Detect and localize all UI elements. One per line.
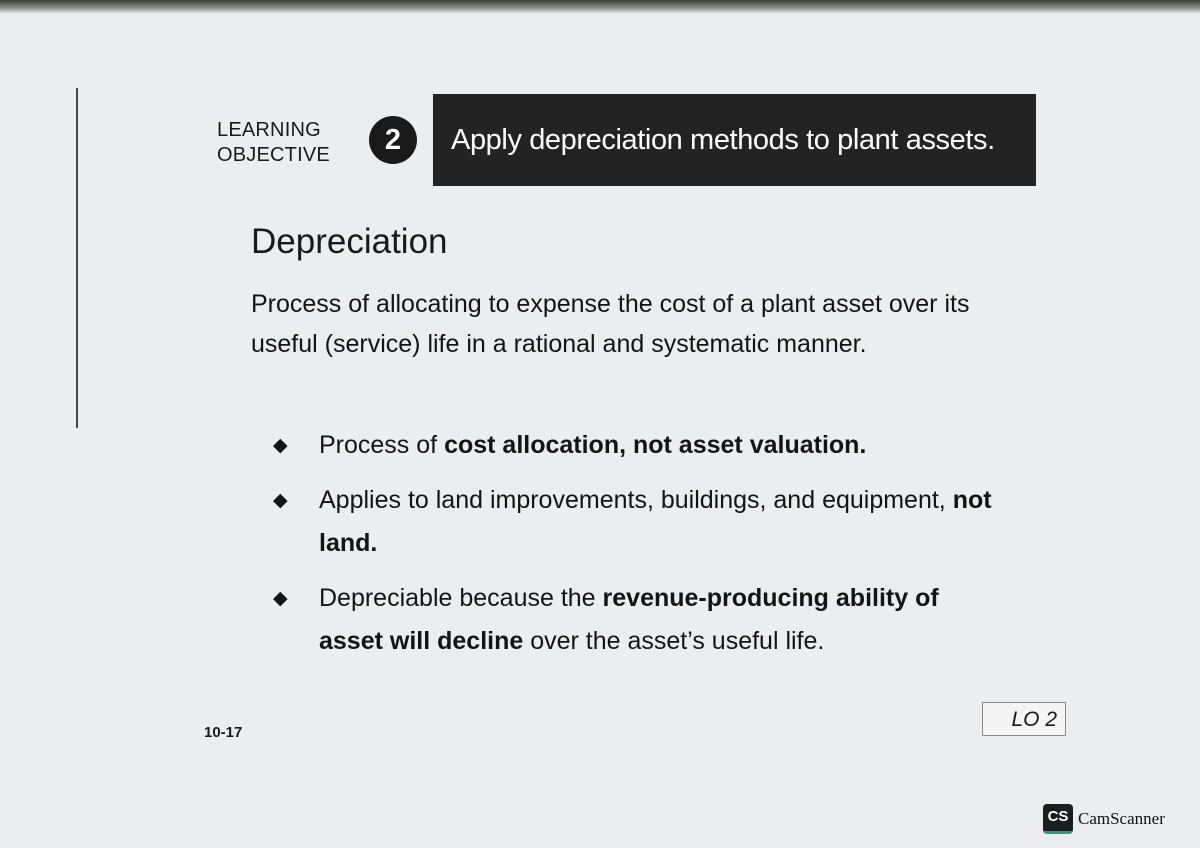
bullet-text-emphasis: not land. <box>319 486 992 557</box>
bullet-item <box>272 424 992 467</box>
slide-title: Depreciation <box>251 222 448 261</box>
camscanner-watermark <box>1043 803 1165 835</box>
learning-objective-banner: Apply depreciation methods to plant assets. <box>433 94 1036 186</box>
bullet-item <box>272 479 992 565</box>
camscanner-watermark-text: CamScanner <box>1078 809 1165 828</box>
lo-tag: LO 2 <box>982 702 1066 736</box>
bullet-text-part: over the asset’s useful life. <box>523 627 825 655</box>
slide-number: 10-17 <box>204 724 243 741</box>
diamond-bullet-icon: ◆ <box>273 435 288 456</box>
bullet-text-part: Applies to land improvements, buildings, and equipment, <box>319 486 953 514</box>
bullet-list <box>272 424 992 675</box>
diamond-bullet-icon: ◆ <box>273 490 288 511</box>
scan-page-edge <box>76 88 78 428</box>
diamond-bullet-icon: ◆ <box>273 588 288 609</box>
learning-objective-label-line2: OBJECTIVE <box>217 144 330 166</box>
definition-text: Process of allocating to expense the cost of a plant asset over its useful (service) life in a rational and systematic manner. <box>251 290 970 358</box>
learning-objective-label <box>217 118 330 168</box>
learning-objective-label-line1: LEARNING <box>217 119 321 141</box>
camscanner-logo-icon: CS <box>1043 804 1073 834</box>
bullet-text <box>319 424 992 467</box>
bullet-text <box>319 577 992 663</box>
bullet-text-part: Depreciable because the <box>319 584 603 612</box>
bullet-item <box>272 577 992 663</box>
scan-top-shadow <box>0 0 1200 14</box>
bullet-text-emphasis: cost allocation, not asset valuation. <box>444 431 867 459</box>
bullet-text-part: Process of <box>319 431 445 459</box>
bullet-text-emphasis: revenue-producing ability of asset will decline <box>319 584 939 655</box>
bullet-text <box>319 479 992 565</box>
learning-objective-number-badge: 2 <box>369 116 417 164</box>
